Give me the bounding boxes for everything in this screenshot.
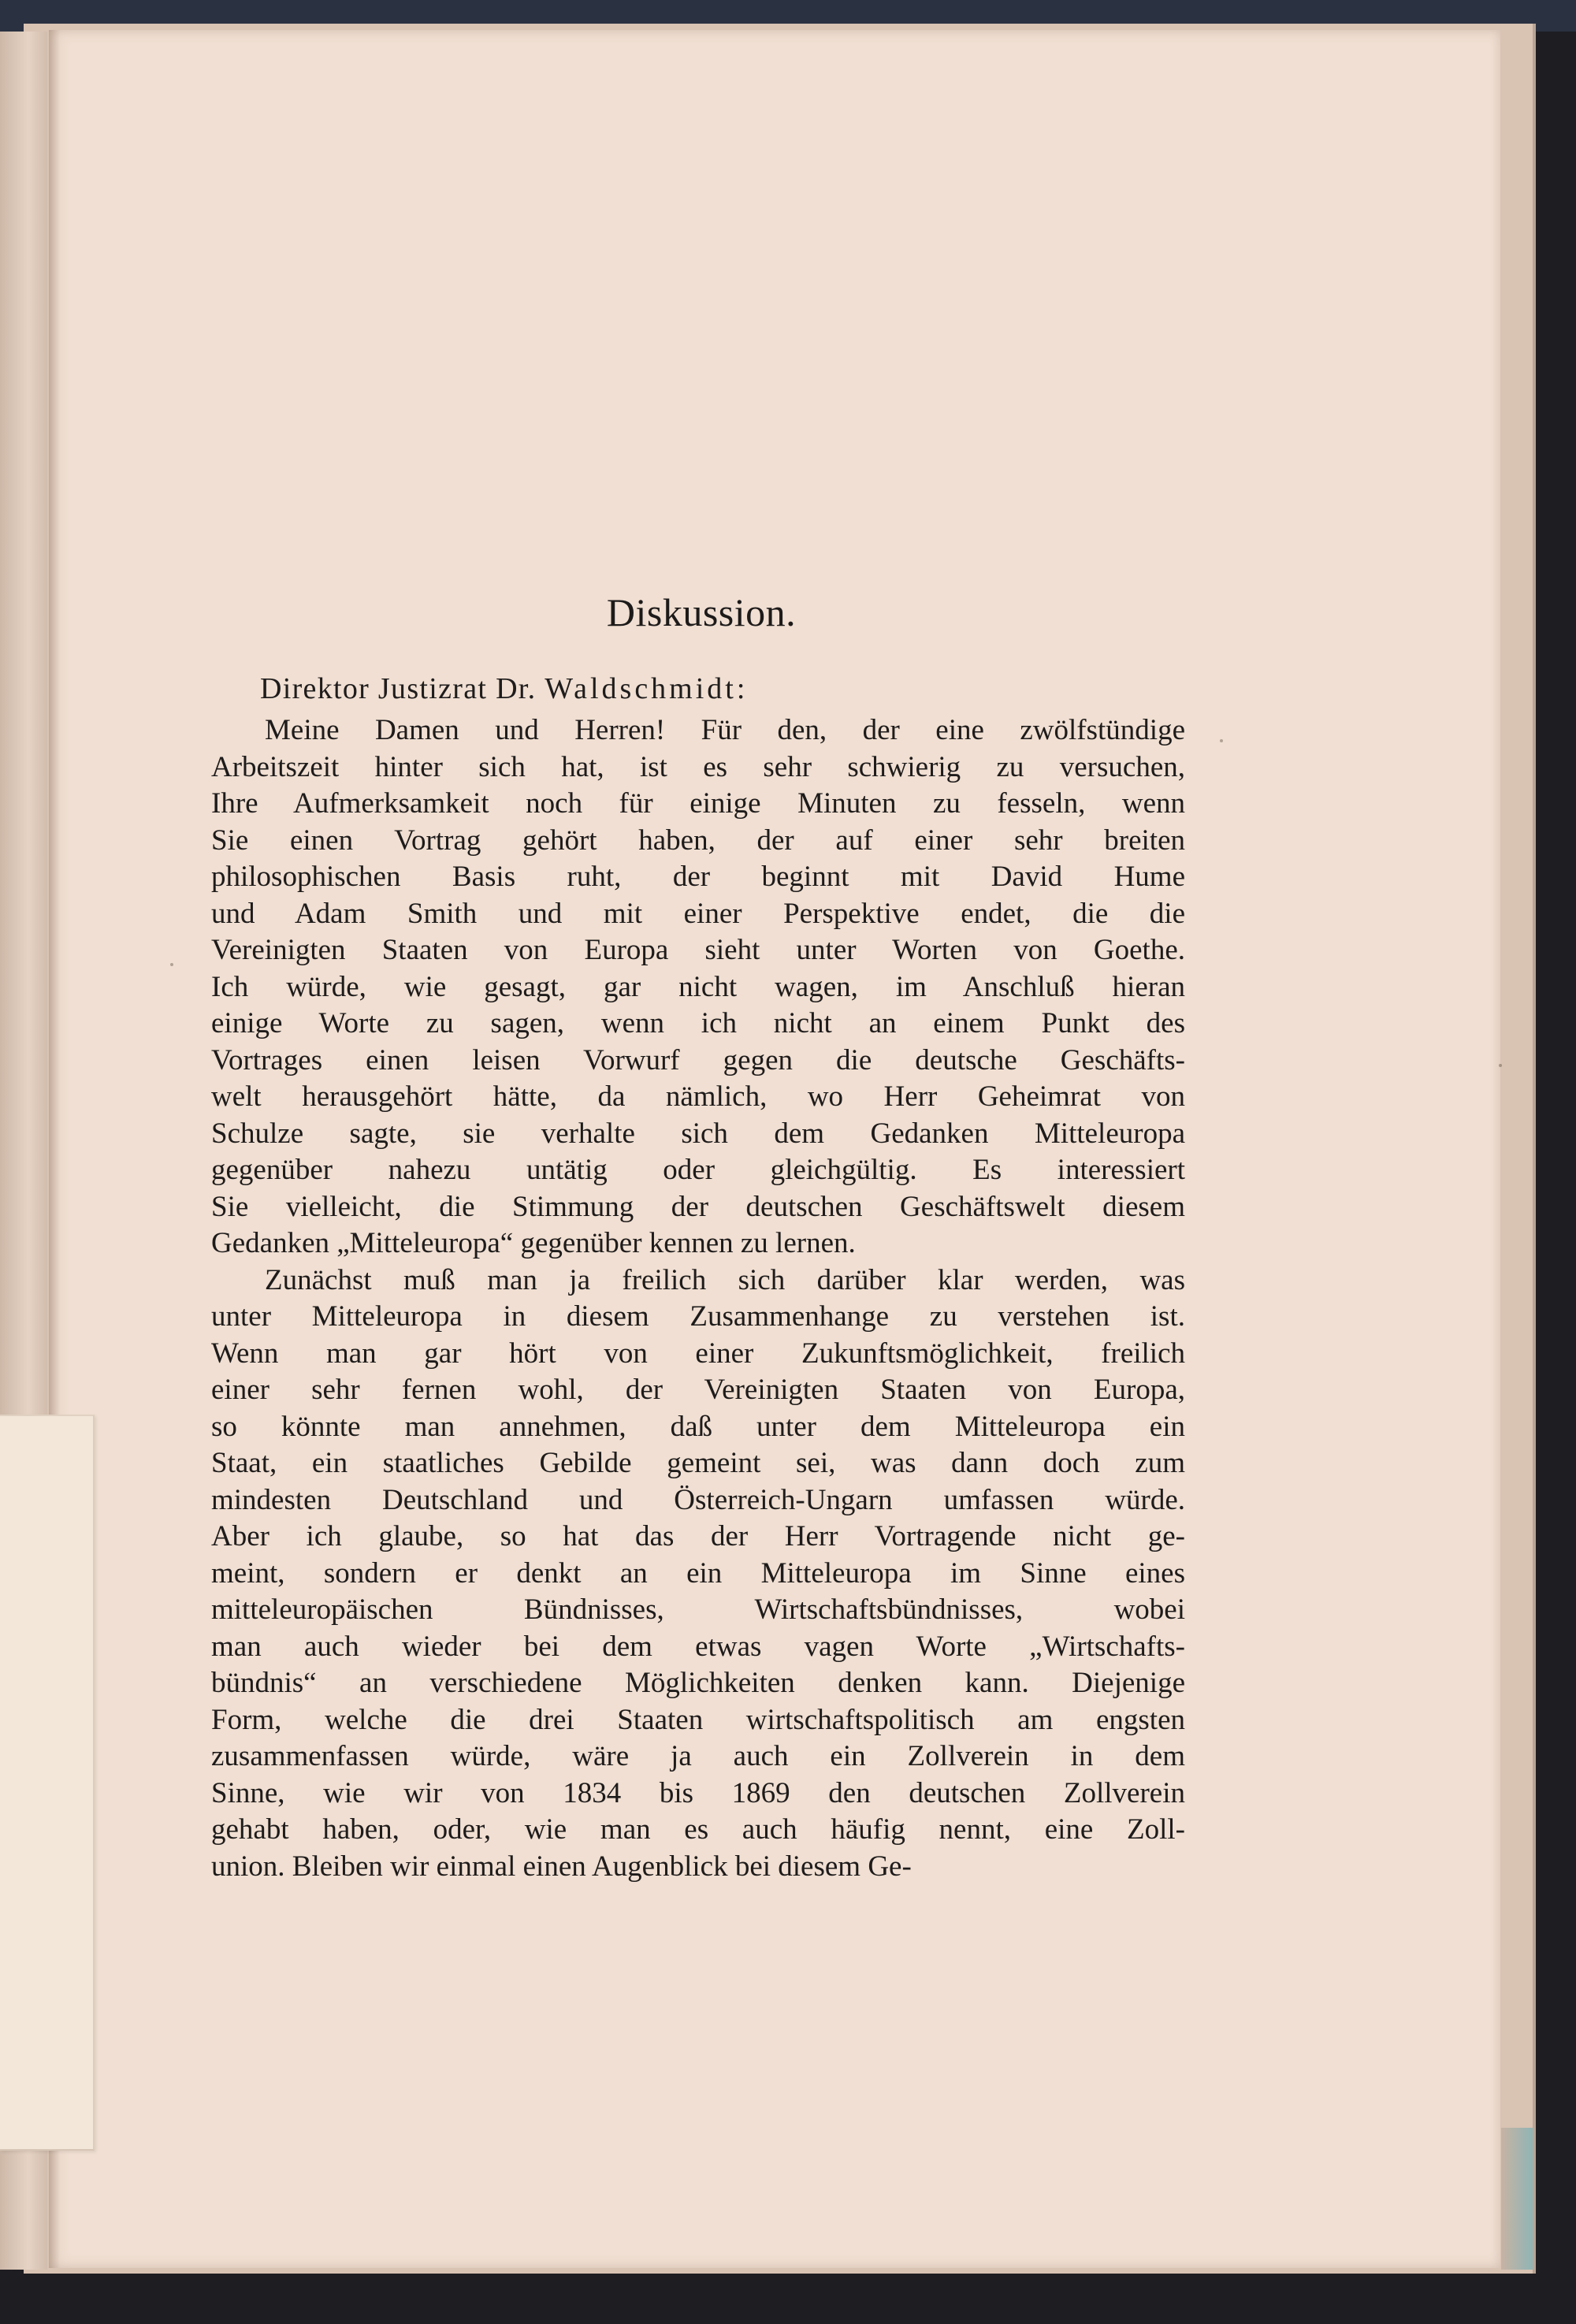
speaker-name: Waldschmidt:: [545, 672, 749, 705]
text-line: gegenüber nahezu untätig oder gleichgültig. Es interessiert: [211, 1154, 1185, 1186]
text-line: so könnte man annehmen, daß unter dem Mitteleuropa ein: [211, 1410, 1185, 1443]
body-text: [211, 712, 1185, 1885]
text-line: Staat, ein staatliches Gebilde gemeint sei, was dann doch zum: [211, 1447, 1185, 1479]
text-line: Vortrages einen leisen Vorwurf gegen die deutsche Geschäfts-: [211, 1043, 1185, 1076]
text-line: Aber ich glaube, so hat das der Herr Vortragende nicht ge-: [211, 1520, 1185, 1552]
text-line: union. Bleiben wir einmal einen Augenblick bei diesem Ge-: [211, 1850, 912, 1883]
text-line: bündnis“ an verschiedene Möglichkeiten denken kann. Diejenige: [211, 1667, 1185, 1699]
paper-speck: [1220, 739, 1223, 742]
text-line: welt herausgehört hätte, da nämlich, wo Herr Geheimrat von: [211, 1080, 1185, 1113]
text-line: Sinne, wie wir von 1834 bis 1869 den deutschen Zollverein: [211, 1776, 1185, 1809]
text-line: man auch wieder bei dem etwas vagen Worte „Wirtschafts-: [211, 1630, 1185, 1663]
text-line: mitteleuropäischen Bündnisses, Wirtschaftsbündnisses, wobei: [211, 1593, 1185, 1626]
text-line: Vereinigten Staaten von Europa sieht unter Worten von Goethe.: [211, 934, 1185, 966]
text-line: meint, sondern er denkt an ein Mitteleuropa im Sinne eines: [211, 1556, 1185, 1590]
text-line: mindesten Deutschland und Österreich-Ungarn umfassen würde.: [211, 1483, 1185, 1516]
text-line: Zunächst muß man ja freilich sich darüber klar werden, was: [265, 1263, 1185, 1296]
paragraph: [211, 1262, 1185, 1886]
paper-speck: [170, 963, 173, 966]
text-line: Wenn man gar hört von einer Zukunftsmöglichkeit, freilich: [211, 1337, 1185, 1370]
speaker-line: [260, 671, 748, 706]
speaker-role: Direktor Justizrat Dr.: [260, 672, 537, 705]
text-line: gehabt haben, oder, wie man es auch häufig nennt, eine Zoll-: [211, 1813, 1185, 1846]
text-line: Form, welche die drei Staaten wirtschaftspolitisch am engsten: [211, 1703, 1185, 1736]
text-line: und Adam Smith und mit einer Perspektive endet, die die: [211, 897, 1185, 930]
text-line: einer sehr fernen wohl, der Vereinigten Staaten von Europa,: [211, 1374, 1185, 1406]
text-line: Arbeitszeit hinter sich hat, ist es sehr schwierig zu versuchen,: [211, 750, 1185, 783]
paper-speck: [1499, 1064, 1502, 1067]
text-line: zusammenfassen würde, wäre ja auch ein Zollverein in dem: [211, 1740, 1185, 1772]
section-heading: Diskussion.: [606, 590, 797, 634]
paragraph: [211, 712, 1185, 1262]
text-line: philosophischen Basis ruht, der beginnt mit David Hume: [211, 861, 1185, 893]
cover-edge: [1501, 2128, 1533, 2270]
text-line: Meine Damen und Herren! Für den, der eine zwölfstündige: [265, 714, 1185, 746]
text-line: Sie vielleicht, die Stimmung der deutschen Geschäftswelt diesem: [211, 1190, 1185, 1223]
text-line: Sie einen Vortrag gehört haben, der auf einer sehr breiten: [211, 824, 1185, 857]
text-line: unter Mitteleuropa in diesem Zusammenhange zu verstehen ist.: [211, 1300, 1185, 1333]
text-line: Ich würde, wie gesagt, gar nicht wagen, im Anschluß hieran: [211, 970, 1185, 1003]
paper-slip: [0, 1415, 95, 2151]
text-line: Ihre Aufmerksamkeit noch für einige Minuten zu fesseln, wenn: [211, 787, 1185, 820]
text-line: Schulze sagte, sie verhalte sich dem Gedanken Mitteleuropa: [211, 1117, 1185, 1150]
text-line: einige Worte zu sagen, wenn ich nicht an einem Punkt des: [211, 1007, 1185, 1039]
text-line: Gedanken „Mitteleuropa“ gegenüber kennen zu lernen.: [211, 1227, 856, 1259]
